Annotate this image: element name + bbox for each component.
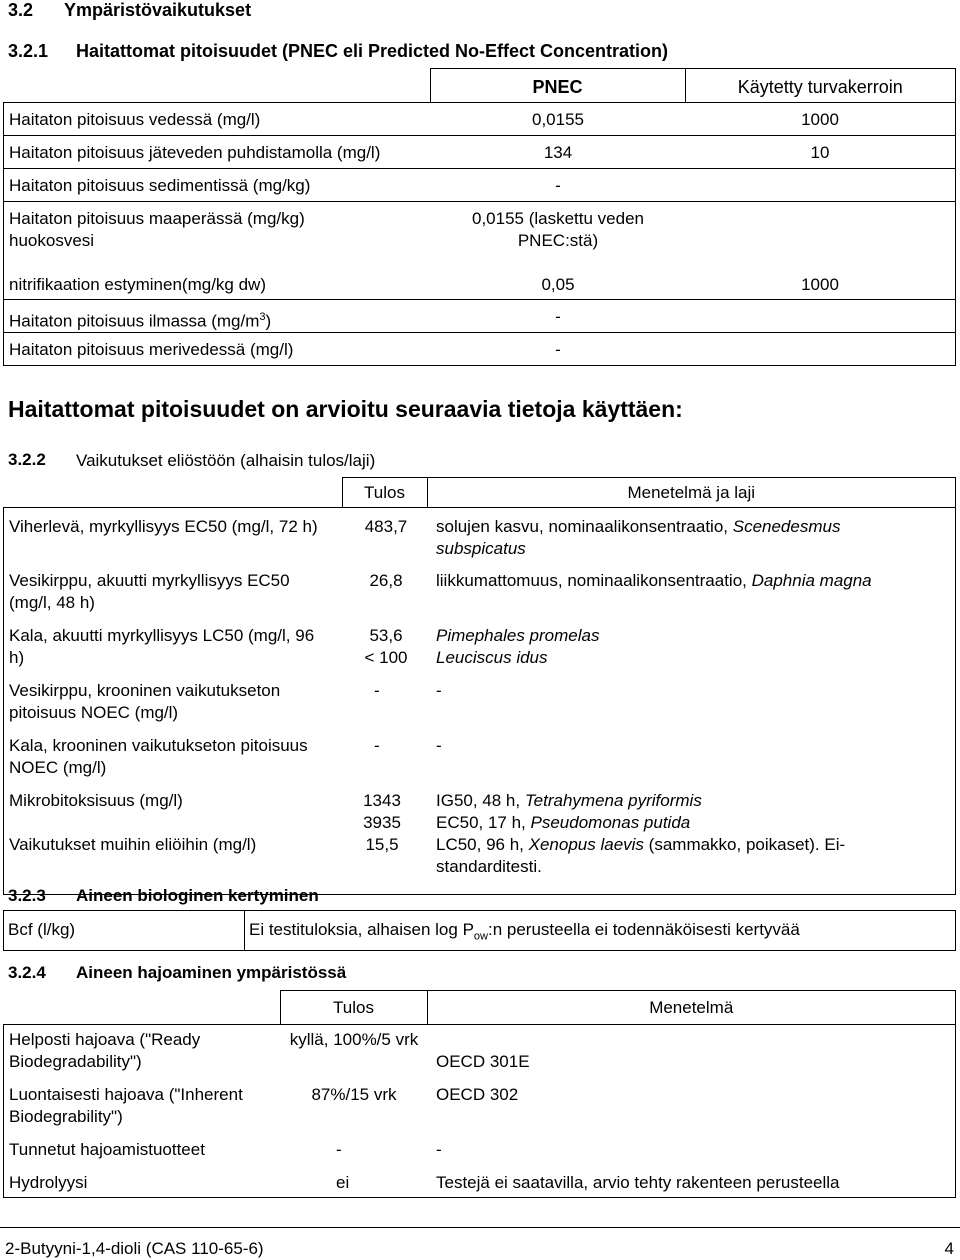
pnec-row-factor: 1000 xyxy=(801,110,839,129)
degr-row-label: Tunnetut hajoamistuotteet xyxy=(9,1140,205,1159)
degr-row-method: - xyxy=(436,1140,442,1159)
pnec-row-value: 134 xyxy=(543,143,573,162)
eco-row-method: IG50, 48 h, Tetrahymena pyriformis xyxy=(436,791,702,810)
footer-divider xyxy=(0,1227,960,1228)
table-row xyxy=(4,202,956,300)
pnec-row-label: nitrifikaation estyminen(mg/kg dw) xyxy=(9,275,266,294)
eco-row-label: Kala, krooninen vaikutukseton pitoisuus NOEC (mg/l) xyxy=(9,736,308,777)
degr-row-result: kyllä, 100%/5 vrk xyxy=(289,1030,419,1049)
section-3-2-3-title: Aineen biologinen kertyminen xyxy=(76,886,319,905)
eco-row-label: Kala, akuutti myrkyllisyys LC50 (mg/l, 96 h) xyxy=(9,626,315,667)
eco-row-species: Pimephales promelas xyxy=(436,626,600,645)
eco-row-result: 483,7 xyxy=(364,517,408,536)
eco-row-label: Vesikirppu, akuutti myrkyllisyys EC50 (mg/l, 48 h) xyxy=(9,571,290,612)
degr-row-method: Testejä ei saatavilla, arvio tehty rakenteen perusteella xyxy=(436,1173,840,1192)
pnec-table xyxy=(3,68,956,366)
section-3-2-4-number: 3.2.4 xyxy=(8,963,46,982)
degr-header-result: Tulos xyxy=(333,998,374,1017)
eco-row-result-2: 3935 xyxy=(363,813,401,832)
pnec-row-value: 0,05 xyxy=(541,275,575,294)
bioaccumulation-table xyxy=(3,910,956,951)
table-row xyxy=(4,300,956,333)
pnec-row-factor: 1000 xyxy=(801,275,839,294)
pnec-row-value: 0,0155 xyxy=(532,110,584,129)
degr-row-method: OECD 302 xyxy=(436,1085,519,1104)
bcf-value: Ei testituloksia, alhaisen $\log P_{ow}:n$ perusteella ei todennäköisesti kertyvää xyxy=(249,920,800,943)
eco-row-method-2: EC50, 17 h, Pseudomonas putida xyxy=(436,813,691,832)
degr-row-label: Luontaisesti hajoava ("Inherent Biodegrability") xyxy=(9,1085,243,1126)
pnec-row-label: Haitaton pitoisuus merivedessä (mg/l) xyxy=(9,340,294,359)
eco-row-label: Mikrobitoksisuus (mg/l) xyxy=(9,791,183,810)
table-row xyxy=(4,103,956,136)
section-3-2-1-number: 3.2.1 xyxy=(8,41,49,61)
table-row xyxy=(4,508,956,895)
section-3-2-number: 3.2 xyxy=(8,0,34,20)
pnec-row-value: - xyxy=(555,307,561,326)
pnec-row-factor: 10 xyxy=(810,143,830,162)
eco-row-method: solujen kasvu, nominaalikonsentraatio, Scenedesmus subspicatus xyxy=(436,517,841,558)
eco-row-method: LC50, 96 h, Xenopus laevis (sammakko, poikaset). Ei-standarditesti. xyxy=(436,835,846,876)
eco-row-result: 15,5 xyxy=(365,835,399,854)
pnec-row-label: Haitaton pitoisuus jäteveden puhdistamolla (mg/l) xyxy=(9,143,381,162)
table-row xyxy=(4,136,956,169)
eco-row-result-2: < 100 xyxy=(364,648,408,667)
footer-page-number: 4 xyxy=(944,1239,954,1258)
degr-row-label: Helposti hajoava ("Ready Biodegradability") xyxy=(9,1030,201,1071)
table-row xyxy=(4,169,956,202)
pnec-row-label: Haitaton pitoisuus ilmassa $(mg/m^3)$ xyxy=(9,311,272,331)
eco-row-species-2: Leuciscus idus xyxy=(436,648,548,667)
ecotoxicity-table xyxy=(3,477,956,895)
eco-row-method: - xyxy=(436,681,442,700)
eco-row-label: Viherlevä, myrkyllisyys EC50 (mg/l, 72 h) xyxy=(9,517,318,536)
eco-row-result: 26,8 xyxy=(369,571,403,590)
pnec-row-value: 0,0155 (laskettu veden PNEC:stä) xyxy=(471,209,644,250)
eco-header-method: Menetelmä ja laji xyxy=(627,483,756,502)
degr-row-label: Hydrolyysi xyxy=(9,1173,88,1192)
pnec-row-label: Haitaton pitoisuus sedimentissä (mg/kg) xyxy=(9,176,311,195)
table-row xyxy=(4,333,956,366)
degr-row-result: 87%/15 vrk xyxy=(311,1085,397,1104)
table-row xyxy=(4,1025,956,1198)
section-3-2-title: Ympäristövaikutukset xyxy=(64,0,252,20)
pnec-row-label: Haitaton pitoisuus vedessä (mg/l) xyxy=(9,110,261,129)
eco-row-result: - xyxy=(374,681,380,700)
eco-row-label: Vaikutukset muihin eliöihin (mg/l) xyxy=(9,835,257,854)
degr-row-result: ei xyxy=(336,1173,350,1192)
assessment-note: Haitattomat pitoisuudet on arvioitu seuraavia tietoja käyttäen: xyxy=(8,396,683,422)
bcf-label: Bcf (l/kg) xyxy=(8,920,76,939)
section-3-2-2-number: 3.2.2 xyxy=(8,450,46,469)
section-3-2-2-title: Vaikutukset eliöstöön (alhaisin tulos/laji) xyxy=(76,451,376,470)
section-3-2-3-number: 3.2.3 xyxy=(8,886,46,905)
eco-row-method: - xyxy=(436,736,442,755)
section-3-2-4-title: Aineen hajoaminen ympäristössä xyxy=(76,963,347,982)
degradation-table xyxy=(3,990,956,1198)
eco-row-label: Vesikirppu, krooninen vaikutukseton pitoisuus NOEC (mg/l) xyxy=(9,681,281,722)
section-3-2-1-title: Haitattomat pitoisuudet (PNEC eli Predicted No-Effect Concentration) xyxy=(76,41,669,61)
pnec-row-value: - xyxy=(555,176,561,195)
eco-row-result: 1343 xyxy=(363,791,401,810)
degr-row-result: - xyxy=(336,1140,342,1159)
pnec-header-factor: Käytetty turvakerroin xyxy=(737,77,903,97)
footer-document-name: 2-Butyyni-1,4-dioli (CAS 110-65-6) xyxy=(5,1239,264,1258)
pnec-row-value: - xyxy=(555,340,561,359)
pnec-row-label: Haitaton pitoisuus maaperässä (mg/kg) huokosvesi xyxy=(9,209,305,250)
degr-row-method: OECD 301E xyxy=(436,1052,530,1071)
eco-row-result: - xyxy=(374,736,380,755)
pnec-header-pnec: PNEC xyxy=(532,77,583,97)
eco-row-result: 53,6 xyxy=(369,626,403,645)
eco-header-result: Tulos xyxy=(364,483,405,502)
degr-header-method: Menetelmä xyxy=(649,998,734,1017)
table-row xyxy=(4,911,956,951)
eco-row-method: liikkumattomuus, nominaalikonsentraatio, Daphnia magna xyxy=(436,571,872,590)
